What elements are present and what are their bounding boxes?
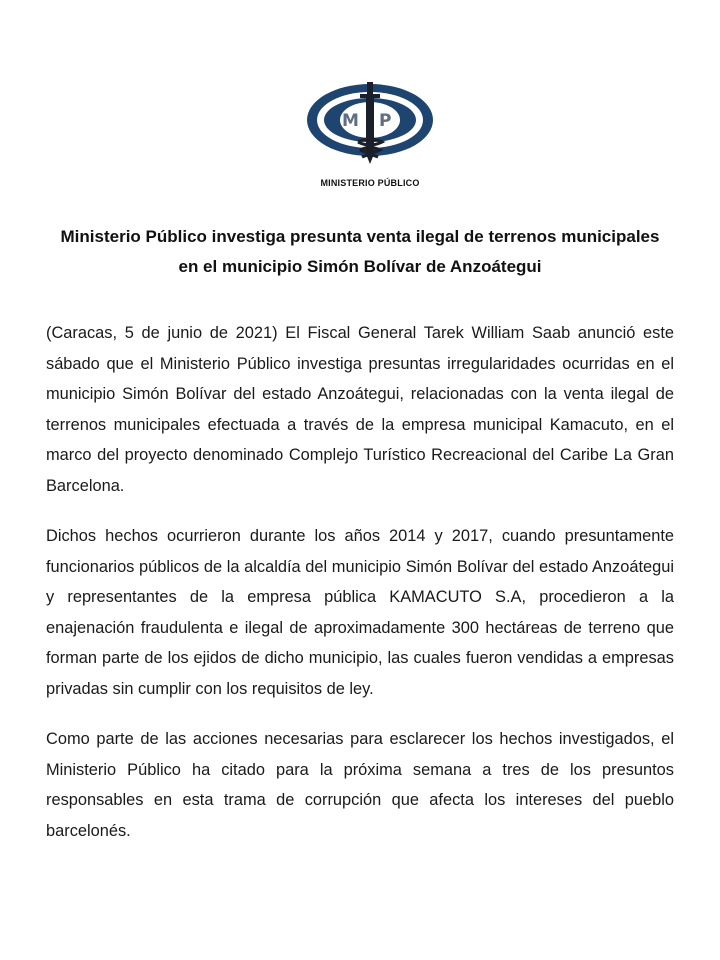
press-release-body <box>46 318 674 866</box>
logo-emblem-icon <box>300 80 440 176</box>
headline-line-2: en el municipio Simón Bolívar de Anzoátegui <box>178 257 542 276</box>
ministerio-publico-logo <box>300 80 440 192</box>
logo-monogram-p: P <box>379 111 392 131</box>
press-release-headline <box>40 222 680 282</box>
paragraph-3: Como parte de las acciones necesarias para esclarecer los hechos investigados, el Ministerio Público ha citado para la próxima semana a tres de los presuntos responsables en esta trama de corrupción que afecta los intereses del pueblo barcelonés. <box>46 730 674 840</box>
headline-line-1: Ministerio Público investiga presunta venta ilegal de terrenos municipales <box>60 227 660 246</box>
paragraph-1: (Caracas, 5 de junio de 2021) El Fiscal General Tarek William Saab anunció este sábado que el Ministerio Público investiga presuntas irregularidades ocurridas en el municipio Simón Bolívar del estado Anzoátegui, relacionadas con la venta ilegal de terrenos municipales efectuada a través de la empresa municipal Kamacuto, en el marco del proyecto denominado Complejo Turístico Recreacional del Caribe La Gran Barcelona. <box>46 324 674 495</box>
paragraph-2: Dichos hechos ocurrieron durante los años 2014 y 2017, cuando presuntamente funcionarios públicos de la alcaldía del municipio Simón Bolívar del estado Anzoátegui y representantes de la empresa pública KAMACUTO S.A, procedieron a la enajenación fraudulenta e ilegal de aproximadamente 300 hectáreas de terreno que forman parte de los ejidos de dicho municipio, las cuales fueron vendidas a empresas privadas sin cumplir con los requisitos de ley. <box>46 527 674 698</box>
logo-monogram-m: M <box>342 111 359 131</box>
logo-caption: MINISTERIO PÚBLICO <box>320 178 420 188</box>
